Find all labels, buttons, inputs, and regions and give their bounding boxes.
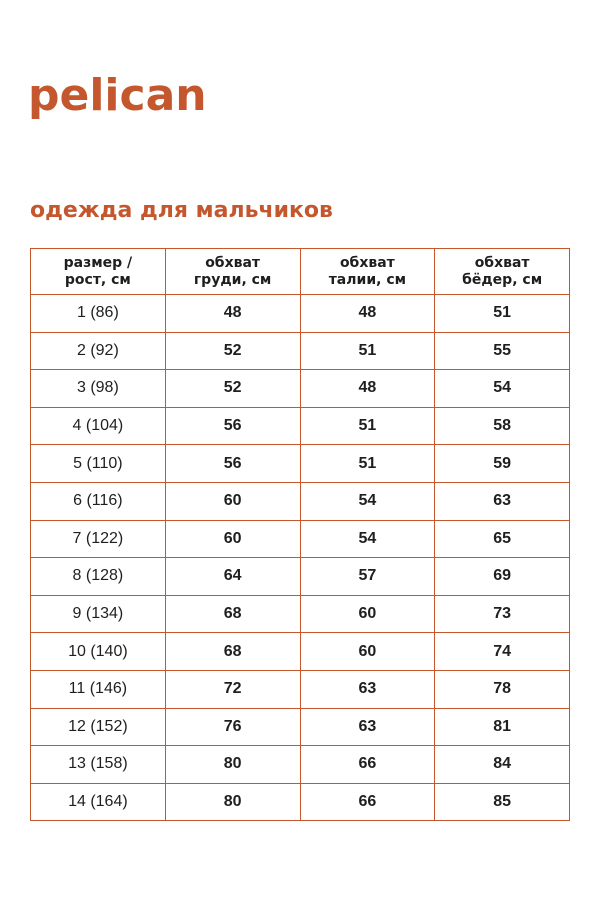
cell-chest: 60: [165, 482, 300, 520]
header-line: обхват: [339, 254, 395, 271]
header-line: талии, см: [328, 271, 407, 288]
cell-size: 13 (158): [31, 746, 166, 784]
table-row: [31, 670, 570, 708]
table-row: [31, 633, 570, 671]
table-row: [31, 295, 570, 333]
header-line: груди, см: [193, 271, 272, 288]
table-row: [31, 332, 570, 370]
header-line: бёдер, см: [462, 271, 543, 288]
table-row: [31, 407, 570, 445]
cell-hips: 59: [435, 445, 570, 483]
cell-hips: 81: [435, 708, 570, 746]
header-waist: [300, 249, 435, 295]
cell-waist: 48: [300, 295, 435, 333]
cell-size: 9 (134): [31, 595, 166, 633]
cell-hips: 74: [435, 633, 570, 671]
header-line: обхват: [205, 254, 261, 271]
header-line: обхват: [474, 254, 530, 271]
cell-waist: 48: [300, 370, 435, 408]
cell-waist: 60: [300, 595, 435, 633]
cell-hips: 78: [435, 670, 570, 708]
cell-hips: 58: [435, 407, 570, 445]
cell-hips: 51: [435, 295, 570, 333]
cell-size: 14 (164): [31, 783, 166, 821]
size-table: [30, 248, 570, 821]
cell-waist: 60: [300, 633, 435, 671]
cell-chest: 56: [165, 445, 300, 483]
cell-chest: 68: [165, 633, 300, 671]
cell-hips: 84: [435, 746, 570, 784]
cell-waist: 66: [300, 783, 435, 821]
header-chest: [165, 249, 300, 295]
cell-chest: 80: [165, 746, 300, 784]
cell-size: 2 (92): [31, 332, 166, 370]
brand-logo: pelican: [28, 70, 207, 121]
cell-chest: 56: [165, 407, 300, 445]
header-line: размер /: [63, 254, 133, 271]
cell-waist: 51: [300, 407, 435, 445]
cell-size: 1 (86): [31, 295, 166, 333]
cell-hips: 73: [435, 595, 570, 633]
table-row: [31, 746, 570, 784]
cell-chest: 76: [165, 708, 300, 746]
table-row: [31, 783, 570, 821]
table-row: [31, 370, 570, 408]
cell-waist: 51: [300, 445, 435, 483]
cell-hips: 63: [435, 482, 570, 520]
table-body: [31, 295, 570, 821]
cell-chest: 60: [165, 520, 300, 558]
cell-size: 11 (146): [31, 670, 166, 708]
cell-size: 6 (116): [31, 482, 166, 520]
cell-size: 12 (152): [31, 708, 166, 746]
cell-hips: 85: [435, 783, 570, 821]
cell-waist: 51: [300, 332, 435, 370]
table-header-row: [31, 249, 570, 295]
cell-chest: 48: [165, 295, 300, 333]
table-row: [31, 708, 570, 746]
cell-chest: 80: [165, 783, 300, 821]
header-line: рост, см: [64, 271, 131, 288]
cell-hips: 54: [435, 370, 570, 408]
cell-size: 7 (122): [31, 520, 166, 558]
table-row: [31, 482, 570, 520]
cell-chest: 64: [165, 558, 300, 596]
table-row: [31, 558, 570, 596]
cell-hips: 69: [435, 558, 570, 596]
table-row: [31, 520, 570, 558]
header-hips: [435, 249, 570, 295]
table-row: [31, 595, 570, 633]
cell-chest: 52: [165, 370, 300, 408]
cell-size: 4 (104): [31, 407, 166, 445]
table-row: [31, 445, 570, 483]
cell-waist: 63: [300, 708, 435, 746]
cell-size: 8 (128): [31, 558, 166, 596]
cell-waist: 66: [300, 746, 435, 784]
cell-hips: 55: [435, 332, 570, 370]
cell-size: 3 (98): [31, 370, 166, 408]
cell-waist: 57: [300, 558, 435, 596]
cell-chest: 72: [165, 670, 300, 708]
header-size-height: [31, 249, 166, 295]
cell-size: 10 (140): [31, 633, 166, 671]
cell-waist: 54: [300, 520, 435, 558]
cell-waist: 54: [300, 482, 435, 520]
cell-waist: 63: [300, 670, 435, 708]
section-title: одежда для мальчиков: [30, 198, 333, 223]
cell-size: 5 (110): [31, 445, 166, 483]
cell-hips: 65: [435, 520, 570, 558]
cell-chest: 52: [165, 332, 300, 370]
cell-chest: 68: [165, 595, 300, 633]
